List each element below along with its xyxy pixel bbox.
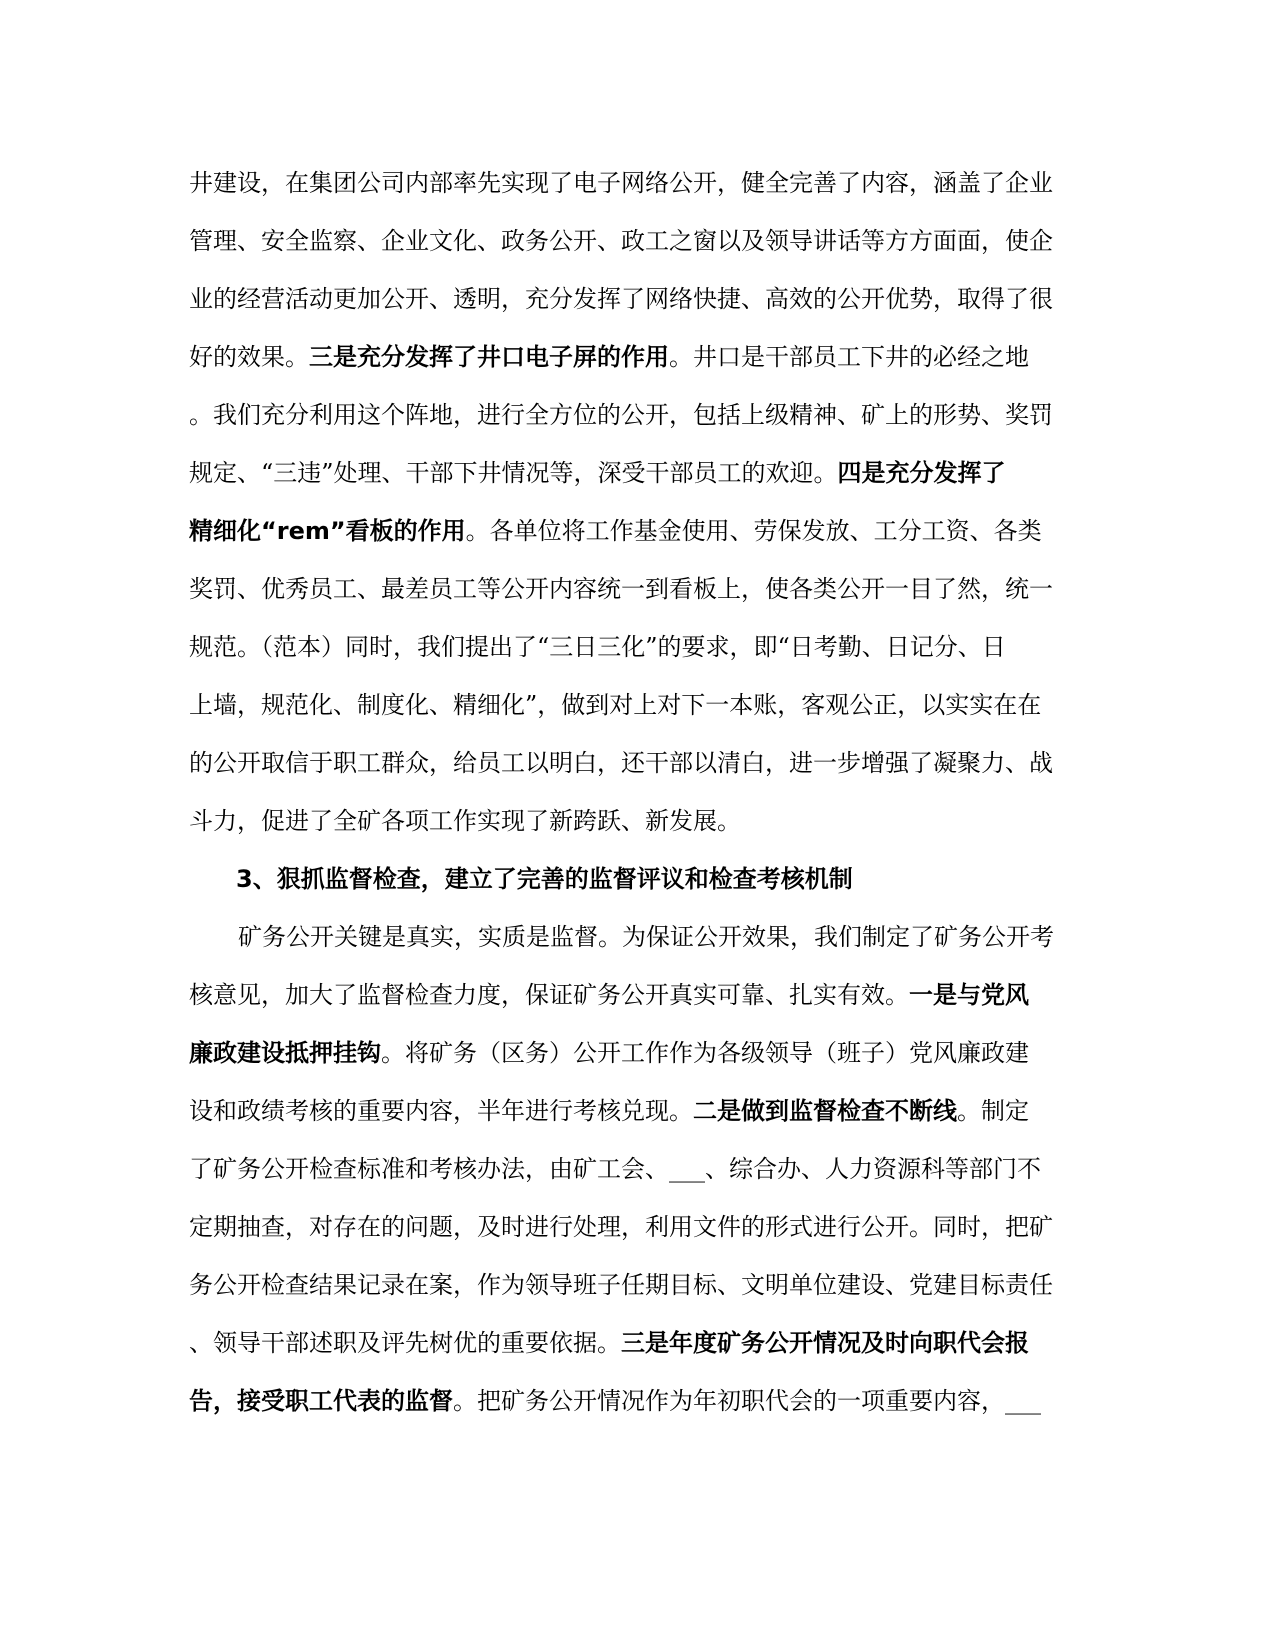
text-run: 奖罚、优秀员工、最差员工等公开内容统一到看板上，使各类公开一目了然，统一 (189, 575, 1053, 603)
text-line (189, 1328, 1089, 1358)
text-run: 。我们充分利用这个阵地，进行全方位的公开，包括上级精神、矿上的形势、奖罚 (189, 401, 1053, 429)
text-line (189, 748, 1089, 778)
text-run: 。把矿务公开情况作为年初职代会的一项重要内容，___ (453, 1387, 1041, 1415)
text-run: 业的经营活动更加公开、透明，充分发挥了网络快捷、高效的公开优势，取得了很 (189, 285, 1053, 313)
bold-text-run: 三是年度矿务公开情况及时向职代会报 (621, 1329, 1029, 1357)
bold-text-run: 告，接受职工代表的监督 (189, 1387, 453, 1415)
text-run: 井建设，在集团公司内部率先实现了电子网络公开，健全完善了内容，涵盖了企业 (189, 169, 1053, 197)
text-run: 的公开取信于职工群众，给员工以明白，还干部以清白，进一步增强了凝聚力、战 (189, 749, 1053, 777)
text-run: 。将矿务（区务）公开工作作为各级领导（班子）党风廉政建 (381, 1039, 1029, 1067)
text-line (189, 1270, 1089, 1300)
text-run: 规范。（范本）同时，我们提出了“三日三化”的要求，即“日考勤、日记分、日 (189, 633, 1006, 661)
bold-text-run: 二是做到监督检查不断线 (693, 1097, 957, 1125)
text-line (189, 1386, 1089, 1416)
text-line (189, 1212, 1089, 1242)
bold-text-run: 精细化“rem”看板的作用 (189, 517, 466, 545)
text-line (189, 574, 1089, 604)
text-line (189, 458, 1089, 488)
text-line (189, 690, 1089, 720)
text-line (189, 1038, 1089, 1068)
text-run: 好的效果。 (189, 343, 309, 371)
text-run: 上墙，规范化、制度化、精细化”，做到对上对下一本账，客观公正，以实实在在 (189, 691, 1042, 719)
text-run: 核意见，加大了监督检查力度，保证矿务公开真实可靠、扎实有效。 (189, 981, 909, 1009)
text-line (189, 806, 1089, 836)
bold-text-run: 四是充分发挥了 (837, 459, 1006, 487)
text-line (189, 284, 1089, 314)
text-line (189, 168, 1089, 198)
text-line (189, 1096, 1089, 1126)
bold-text-run: 一是与党风 (909, 981, 1029, 1009)
text-run: 。井口是干部员工下井的必经之地 (669, 343, 1029, 371)
text-line (189, 632, 1089, 662)
text-line (189, 516, 1089, 546)
text-line (189, 980, 1089, 1010)
text-line (189, 400, 1089, 430)
heading-text: 3、狠抓监督检查，建立了完善的监督评议和检查考核机制 (236, 865, 853, 893)
text-run: 管理、安全监察、企业文化、政务公开、政工之窗以及领导讲话等方方面面，使企 (189, 227, 1053, 255)
text-run: 定期抽查，对存在的问题，及时进行处理，利用文件的形式进行公开。同时，把矿 (189, 1213, 1053, 1241)
text-line (189, 342, 1089, 372)
bold-text-run: 廉政建设抵押挂钩 (189, 1039, 381, 1067)
text-run: 设和政绩考核的重要内容，半年进行考核兑现。 (189, 1097, 693, 1125)
text-run: 。各单位将工作基金使用、劳保发放、工分工资、各类 (465, 517, 1042, 545)
text-run: 、领导干部述职及评先树优的重要依据。 (189, 1329, 621, 1357)
text-line (238, 922, 1138, 952)
text-run: 。制定 (957, 1097, 1029, 1125)
text-run: 斗力，促进了全矿各项工作实现了新跨跃、新发展。 (189, 807, 741, 835)
bold-text-run: 三是充分发挥了井口电子屏的作用 (309, 343, 669, 371)
text-run: 规定、“三违”处理、干部下井情况等，深受干部员工的欢迎。 (189, 459, 838, 487)
text-line (189, 226, 1089, 256)
text-run: 矿务公开关键是真实，实质是监督。为保证公开效果，我们制定了矿务公开考 (238, 923, 1054, 951)
text-run: 了矿务公开检查标准和考核办法，由矿工会、___、综合办、人力资源科等部门不 (189, 1155, 1041, 1183)
section-heading (236, 864, 1136, 894)
text-run: 务公开检查结果记录在案，作为领导班子任期目标、文明单位建设、党建目标责任 (189, 1271, 1053, 1299)
text-line (189, 1154, 1089, 1184)
